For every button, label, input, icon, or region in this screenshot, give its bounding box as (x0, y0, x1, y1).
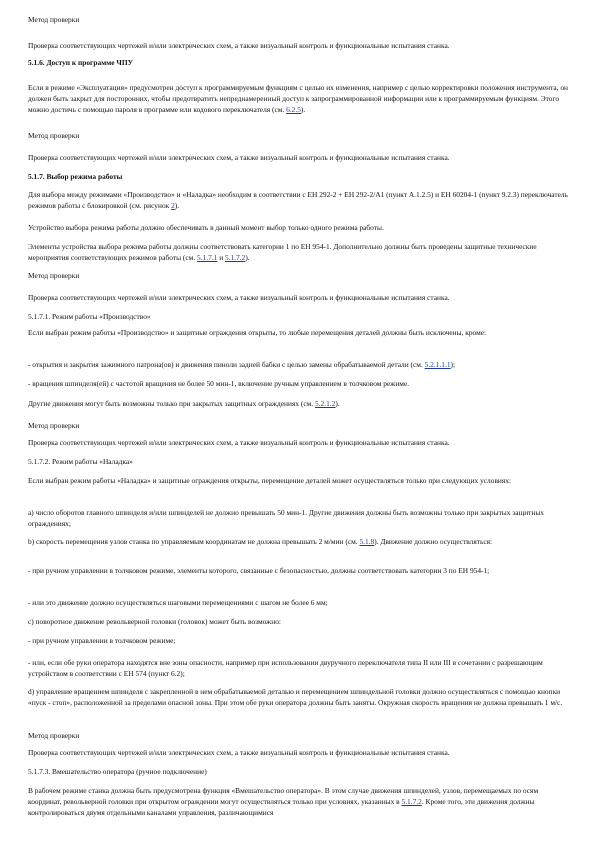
paragraph: Устройство выбора режима работы должно обеспечивать в данный момент выбор только одного режима работы. (28, 223, 384, 232)
paragraph: - вращения шпинделя(ей) с частотой вращения не более 50 мин-1, включение ручным управлением в толчковом режиме. (28, 379, 410, 388)
paragraph (28, 82, 568, 116)
paragraph: Метод проверки (28, 421, 80, 430)
paragraph: Проверка соответствующих чертежей и/или электрических схем, а также визуальный контроль и функциональные испытания станка. (28, 153, 450, 162)
paragraph (28, 785, 568, 819)
paragraph: с) поворотное движение револьверной головки (головок) может быть возможно: (28, 617, 281, 626)
paragraph-text: В рабочем режиме станка должна быть предусмотрена функция «Вмешательство оператора». В этом случае движения шпинделей, узлов, перемещаемых по осям координат, револьверной головки при открытом ограждении могут осуществляться только при условиях, указанных в (28, 786, 539, 807)
paragraph: Проверка соответствующих чертежей и/или электрических схем, а также визуальный контроль и функциональные испытания станка. (28, 41, 450, 50)
paragraph: Если выбран режим работы «Наладка» и защитные ограждения открыты, перемещение деталей может осуществляться только при следующих условиях: (28, 476, 512, 485)
paragraph: - при ручном управлении в толчковом режиме, элементы которого, связанные с безопасностью, должны соответствовать категории 3 по ЕН 954-1; (28, 566, 490, 575)
section-heading: 5.1.7. Выбор режима работы (28, 172, 123, 181)
paragraph (28, 189, 568, 211)
paragraph: а) число оборотов главного шпинделя и/или шпинделей не должно превышать 50 мин-1. Другие движения должны быть возможны только при закрытых защитных ограждениях; (28, 508, 545, 529)
paragraph-text: ). (300, 105, 306, 115)
paragraph: Метод проверки (28, 271, 80, 280)
paragraph: 5.1.7.3. Вмешательство оператора (ручное подключение) (28, 767, 207, 776)
cross-reference-link[interactable]: 5.1.7.2 (401, 797, 422, 807)
paragraph-text: - открытия и закрытия зажимного патрона(ов) и движения пиноли задней бабки с целью замены обрабатываемой детали (см. (28, 360, 425, 369)
cross-reference-link[interactable]: 2 (171, 201, 175, 211)
section-heading: 5.1.6. Доступ к программе ЧПУ (28, 58, 133, 67)
paragraph (28, 359, 568, 370)
paragraph: d) управление вращением шпинделя с закрепленной в нем обрабатываемой деталью и перемещением шпиндельной головки должно осуществляться с помощью кнопки «пуск - стоп», расположенной за пределами опасной зоны. При этом обе руки оператора должны быть заняты. Окружная скорость вращения не должна превышать 1 м/с. (28, 687, 563, 708)
paragraph-text: ); (450, 360, 456, 369)
paragraph (28, 398, 568, 409)
paragraph-text: Если в режиме «Эксплуатация» предусмотрен доступ к программируемым функциям с целью их изменения, например с целью корректировки положения инструмента, он должен быть закрыт для посторонних, чтобы предотвратить непреднамеренный доступ к запрограммированной информации или к программируемым функциям. Этого можно достичь с помощью пароля в программе или кодового переключателя (см. (28, 83, 569, 115)
paragraph: Метод проверки (28, 15, 80, 24)
paragraph-text: . Кроме того, эти движения должны контролироваться двумя отдельными каналами управления, различающимися (28, 797, 535, 818)
paragraph: - или это движение должно осуществляться шаговыми перемещениями с шагом не более 6 мм; (28, 598, 328, 607)
paragraph-text: Другие движения могут быть возможны только при закрытых защитных ограждениях (см. (28, 399, 316, 408)
paragraph-text: ). (174, 201, 180, 211)
paragraph: - или, если обе руки оператора находятся вне зоны опасности, например при использовании двуручного переключателя типа II или III в сочетании с разрешающим устройством в соответствии с ЕН 574 (пункт 6.2); (28, 658, 543, 679)
cross-reference-link[interactable]: 5.1.7.2 (225, 253, 246, 263)
paragraph: 5.1.7.1. Режим работы «Производство» (28, 312, 151, 321)
paragraph-text: ). (245, 253, 250, 263)
cross-reference-link[interactable]: 5.1.7.1 (197, 253, 218, 263)
paragraph: Проверка соответствующих чертежей и/или электрических схем, а также визуальный контроль и функциональные испытания станка. (28, 438, 450, 447)
paragraph (28, 536, 568, 547)
cross-reference-link[interactable]: 5.2.1.2 (315, 399, 336, 408)
paragraph: - при ручном управлении в толчковом режиме; (28, 636, 176, 645)
paragraph-text: ). (335, 399, 340, 408)
cross-reference-link[interactable]: 5.1.8 (359, 537, 375, 546)
paragraph: Метод проверки (28, 731, 80, 740)
paragraph-text: b) скорость перемещения узлов станка по управляемым координатам не должна превышать 2 м/мин (см. (28, 537, 360, 546)
paragraph-text: Для выбора между режимами «Производство» и «Наладка» необходим в соответствии с ЕН 292-2 + ЕН 292-2/А1 (пункт А.1.2.5) и ЕН 60204-1 (пункт 9.2.3) переключатель режимов работы с блокировкой (см. рисунок (28, 190, 568, 211)
cross-reference-link[interactable]: 5.2.1.1.1 (424, 360, 451, 369)
cross-reference-link[interactable]: 6.2.5 (286, 105, 301, 115)
paragraph: Метод проверки (28, 131, 80, 140)
paragraph-text: ). Движение должно осуществляться: (374, 537, 493, 546)
paragraph: Если выбран режим работы «Производство» и защитные ограждения открыты, то любые перемещения деталей должны быть исключены, кроме: (28, 328, 487, 337)
paragraph: 5.1.7.2. Режим работы «Наладка» (28, 457, 133, 466)
paragraph-text: Элементы устройства выбора режима работы должны соответствовать категории 1 по ЕН 954-1. Дополнительно должны быть проведены защитные технические мероприятия соответствующих режимов работы (см. (28, 242, 537, 263)
paragraph: Проверка соответствующих чертежей и/или электрических схем, а также визуальный контроль и функциональные испытания станка. (28, 293, 450, 302)
paragraph (28, 241, 568, 263)
paragraph-text: и (217, 253, 226, 263)
paragraph: Проверка соответствующих чертежей и/или электрических схем, а также визуальный контроль и функциональные испытания станка. (28, 748, 450, 757)
